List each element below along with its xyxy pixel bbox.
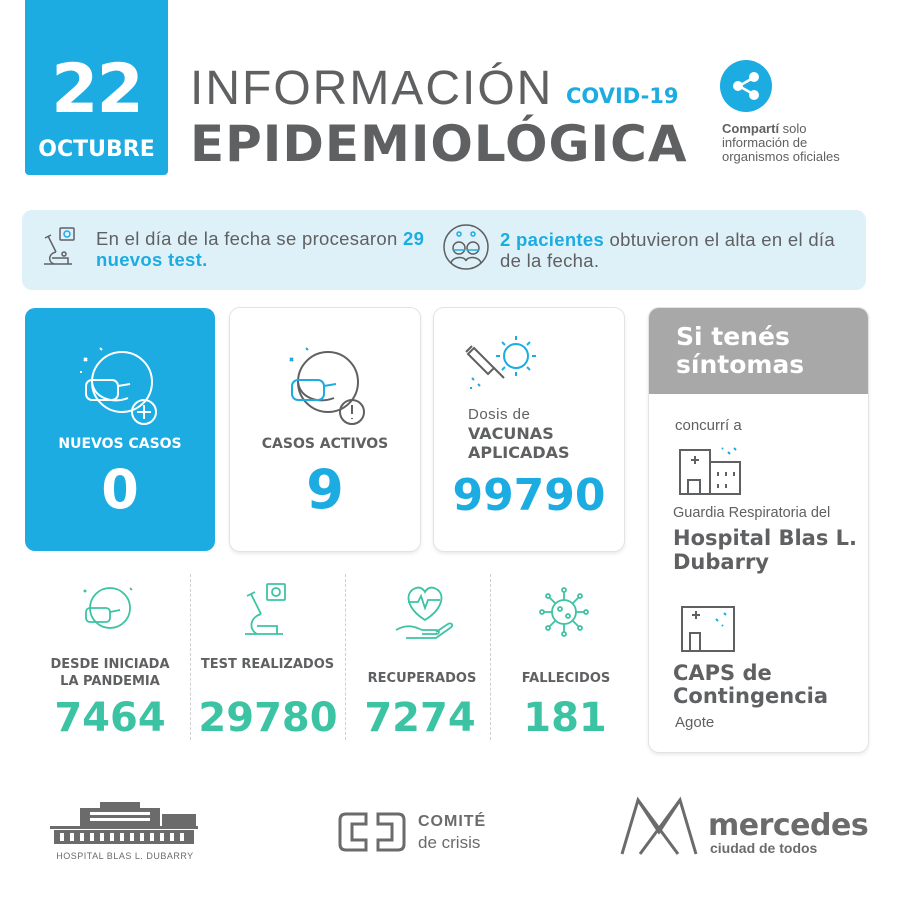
hospital-logo-text: HOSPITAL BLAS L. DUBARRY — [56, 851, 194, 861]
tests-text-pre: En el día de la fecha se procesaron — [96, 228, 403, 249]
date-badge — [25, 0, 168, 175]
caps-location: Agote — [675, 714, 715, 731]
stat-label-deaths: FALLECIDOS — [521, 671, 611, 686]
mercedes-logo-icon — [618, 796, 700, 863]
active-cases-value: 9 — [306, 458, 344, 521]
stat-value-recovered: 7274 — [364, 695, 476, 741]
caps-name: CAPS de Contingencia — [673, 661, 829, 708]
tests-number: 29 — [403, 228, 425, 249]
active-cases-label: CASOS ACTIVOS — [261, 436, 389, 452]
virus-icon — [534, 584, 596, 649]
discharged-patients-icon — [442, 223, 490, 276]
divider — [190, 574, 191, 740]
card-vaccines — [434, 308, 624, 551]
title-line-1: INFORMACIÓN — [190, 62, 554, 115]
discharged-text-rest: obtuvieron el alta en el día de la fecha. — [500, 229, 835, 271]
share-note — [722, 122, 872, 164]
tests-today-text — [96, 228, 426, 270]
tests-text-post: nuevos test. — [96, 249, 208, 270]
share-icon[interactable] — [720, 60, 772, 112]
hospital-logo — [50, 800, 198, 853]
vaccines-label-small: Dosis de — [468, 406, 531, 423]
masked-face-alert-icon — [280, 338, 376, 439]
date-day: 22 — [51, 50, 142, 129]
hospital-ward-label: Guardia Respiratoria del — [673, 505, 831, 521]
discharged-count: 2 pacientes — [500, 229, 605, 250]
title-line-2: EPIDEMIOLÓGICA — [190, 115, 688, 173]
caps-building-icon — [678, 603, 738, 658]
stat-label-pandemic: DESDE INICIADA LA PANDEMIA — [50, 657, 170, 689]
comite-subtitle: de crisis — [418, 833, 481, 852]
hospital-name: Hospital Blas L. Dubarry — [673, 526, 857, 574]
symptoms-title: Si tenés síntomas — [676, 322, 805, 379]
comite-title: COMITÉ — [418, 813, 487, 830]
title-covid-tag: COVID-19 — [566, 84, 679, 108]
new-cases-value: 0 — [101, 458, 139, 521]
card-active-cases — [230, 308, 420, 551]
card-new-cases — [25, 308, 215, 551]
share-note-rest: solo información de organismos oficiales — [722, 121, 840, 164]
comite-logo-icon — [336, 810, 408, 859]
mercedes-title: mercedes — [708, 808, 869, 843]
hospital-building-icon — [678, 444, 748, 501]
masked-face-plus-icon — [72, 338, 168, 439]
syringe-virus-icon — [464, 332, 544, 401]
microscope-icon — [38, 224, 84, 275]
mercedes-tagline: ciudad de todos — [710, 840, 818, 856]
masked-face-icon — [78, 580, 140, 647]
stat-label-tests: TEST REALIZADOS — [200, 657, 335, 672]
heart-hand-icon — [392, 578, 458, 649]
vaccines-label-big: VACUNAS APLICADAS — [468, 424, 570, 462]
vaccines-value: 99790 — [452, 470, 606, 521]
stat-label-recovered: RECUPERADOS — [367, 671, 477, 686]
date-month: OCTUBRE — [38, 137, 155, 162]
stat-value-pandemic: 7464 — [54, 695, 166, 741]
microscope-teal-icon — [237, 580, 299, 647]
discharged-text — [500, 229, 850, 271]
new-cases-label: NUEVOS CASOS — [58, 436, 182, 452]
share-note-bold: Compartí — [722, 121, 780, 136]
symptoms-go-to: concurrí a — [675, 417, 742, 434]
stat-value-deaths: 181 — [523, 695, 607, 741]
stat-value-tests: 29780 — [198, 695, 338, 741]
